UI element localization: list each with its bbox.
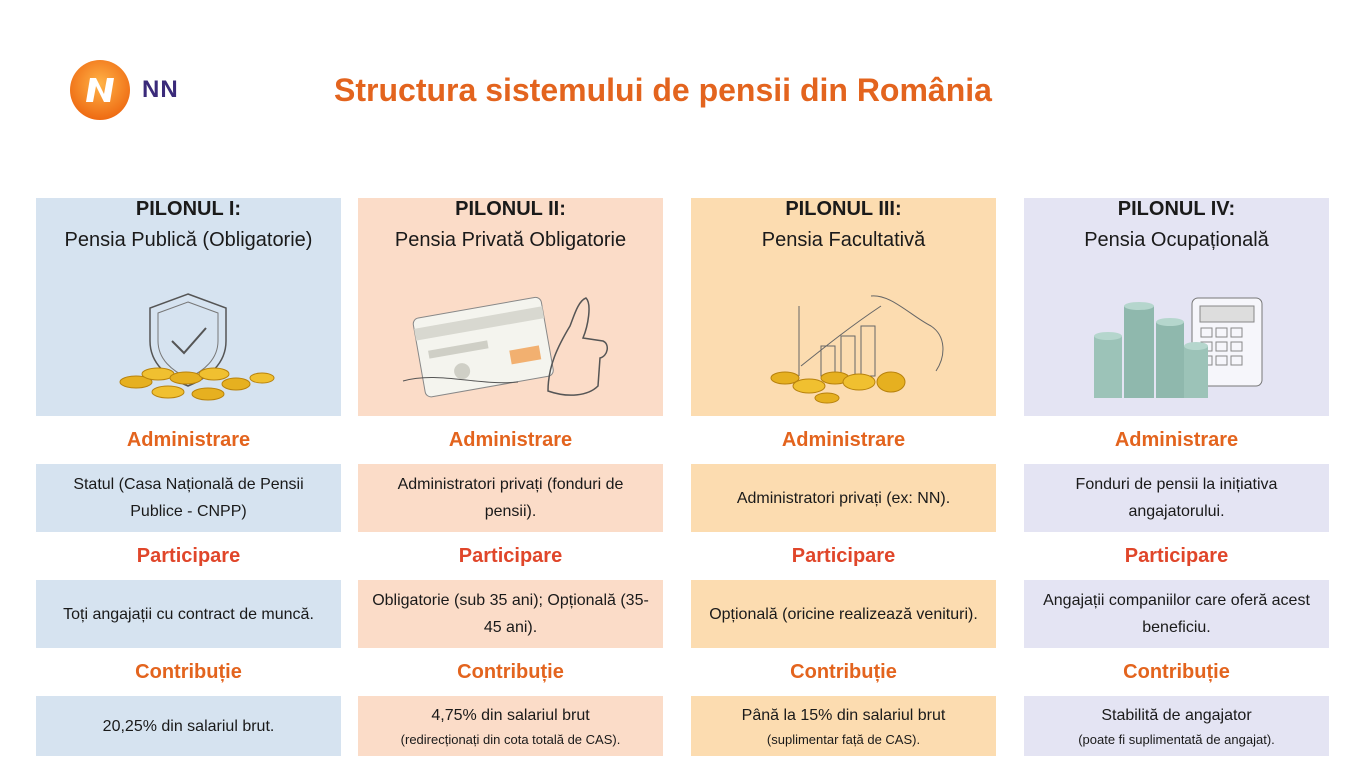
- pillar-3-participare-heading: Participare: [791, 544, 896, 567]
- pillar-4-contributie-box: [1024, 696, 1329, 756]
- pillar-4-administrare-box: [1024, 464, 1329, 532]
- pillar-4: [1024, 176, 1329, 756]
- pillar-4-participare-box: [1024, 580, 1329, 648]
- pillar-1-name: Pensia Publică (Obligatorie): [64, 229, 313, 251]
- pillar-2-participare-box: [358, 580, 663, 648]
- chart-coins-icon: [731, 286, 956, 406]
- pillar-1-contributie-heading: Contribuție: [135, 660, 242, 683]
- pillar-3: [691, 176, 996, 756]
- pillar-3-label: PILONUL III:: [785, 198, 902, 220]
- pillar-1-participare-heading: Participare: [136, 544, 241, 567]
- pillar-1-participare-box: [36, 580, 341, 648]
- pillar-3-administrare-heading: Administrare: [781, 428, 906, 451]
- pillar-3-hero: [691, 198, 996, 416]
- pillar-2-contributie-text: 4,75% din salariul brut: [431, 706, 590, 724]
- pillar-1-administrare-text: Statul (Casa Națională de Pensii Publice - CNPP): [73, 476, 304, 520]
- pillar-2-contributie-heading: Contribuție: [457, 660, 564, 683]
- pillar-3-contributie-heading: Contribuție: [790, 660, 897, 683]
- pillar-4-contributie-note: (poate fi suplimentată de angajat).: [1078, 731, 1275, 747]
- pillar-2-administrare-box: [358, 464, 663, 532]
- pillar-3-contributie-note: (suplimentar față de CAS).: [766, 731, 921, 747]
- pillar-1-contributie-text: 20,25% din salariul brut.: [102, 717, 275, 735]
- nn-logo-text: NN: [142, 76, 179, 103]
- pillar-3-name: Pensia Facultativă: [761, 229, 926, 251]
- pillar-2: [358, 176, 663, 756]
- pillar-4-contributie-text: Stabilită de angajator: [1101, 706, 1252, 724]
- pillar-4-participare-heading: Participare: [1124, 544, 1229, 567]
- pillar-4-administrare-text: Fonduri de pensii la inițiativa angajatorului.: [1075, 476, 1278, 520]
- pillar-2-name: Pensia Privată Obligatorie: [394, 229, 627, 251]
- pillar-2-participare-text: Obligatorie (sub 35 ani); Opțională (35-45 ani).: [372, 592, 649, 636]
- pillar-4-name: Pensia Ocupațională: [1084, 229, 1269, 251]
- pillar-1-participare-text: Toți angajații cu contract de muncă.: [63, 605, 314, 623]
- pillar-3-contributie-text: Până la 15% din salariul brut: [741, 706, 946, 724]
- pillar-1-administrare-box: [36, 464, 341, 532]
- pillar-3-administrare-text: Administratori privați (ex: NN).: [736, 489, 951, 507]
- card-hand-icon: [398, 286, 623, 406]
- pillar-2-hero: [358, 198, 663, 416]
- coins-calculator-icon: [1064, 286, 1289, 406]
- pillar-2-administrare-heading: Administrare: [448, 428, 573, 451]
- pillar-3-contributie-box: [691, 696, 996, 756]
- pillar-3-participare-text: Opțională (oricine realizează venituri).: [709, 605, 978, 623]
- pillar-1-contributie-box: [36, 696, 341, 756]
- pillar-4-contributie-heading: Contribuție: [1123, 660, 1230, 683]
- pillar-1-hero: [36, 198, 341, 416]
- pillar-1-administrare-heading: Administrare: [126, 428, 251, 451]
- pillar-4-hero: [1024, 198, 1329, 416]
- pillar-2-participare-heading: Participare: [458, 544, 563, 567]
- pillar-2-contributie-box: [358, 696, 663, 756]
- pillar-1-label: PILONUL I:: [135, 198, 242, 220]
- pillar-4-label: PILONUL IV:: [1117, 198, 1236, 220]
- pillar-2-label: PILONUL II:: [455, 198, 566, 220]
- pillar-2-administrare-text: Administratori privați (fonduri de pensii).: [397, 476, 624, 520]
- pillar-4-participare-text: Angajații companiilor care oferă acest beneficiu.: [1043, 592, 1310, 636]
- pillar-4-administrare-heading: Administrare: [1114, 428, 1239, 451]
- shield-coins-icon: [76, 286, 301, 406]
- page-title: Structura sistemului de pensii din România: [334, 72, 992, 108]
- pillar-3-administrare-box: [691, 464, 996, 532]
- pillar-2-contributie-note: (redirecționați din cota totală de CAS).: [400, 731, 621, 747]
- pillar-1: [36, 176, 341, 756]
- pillar-3-participare-box: [691, 580, 996, 648]
